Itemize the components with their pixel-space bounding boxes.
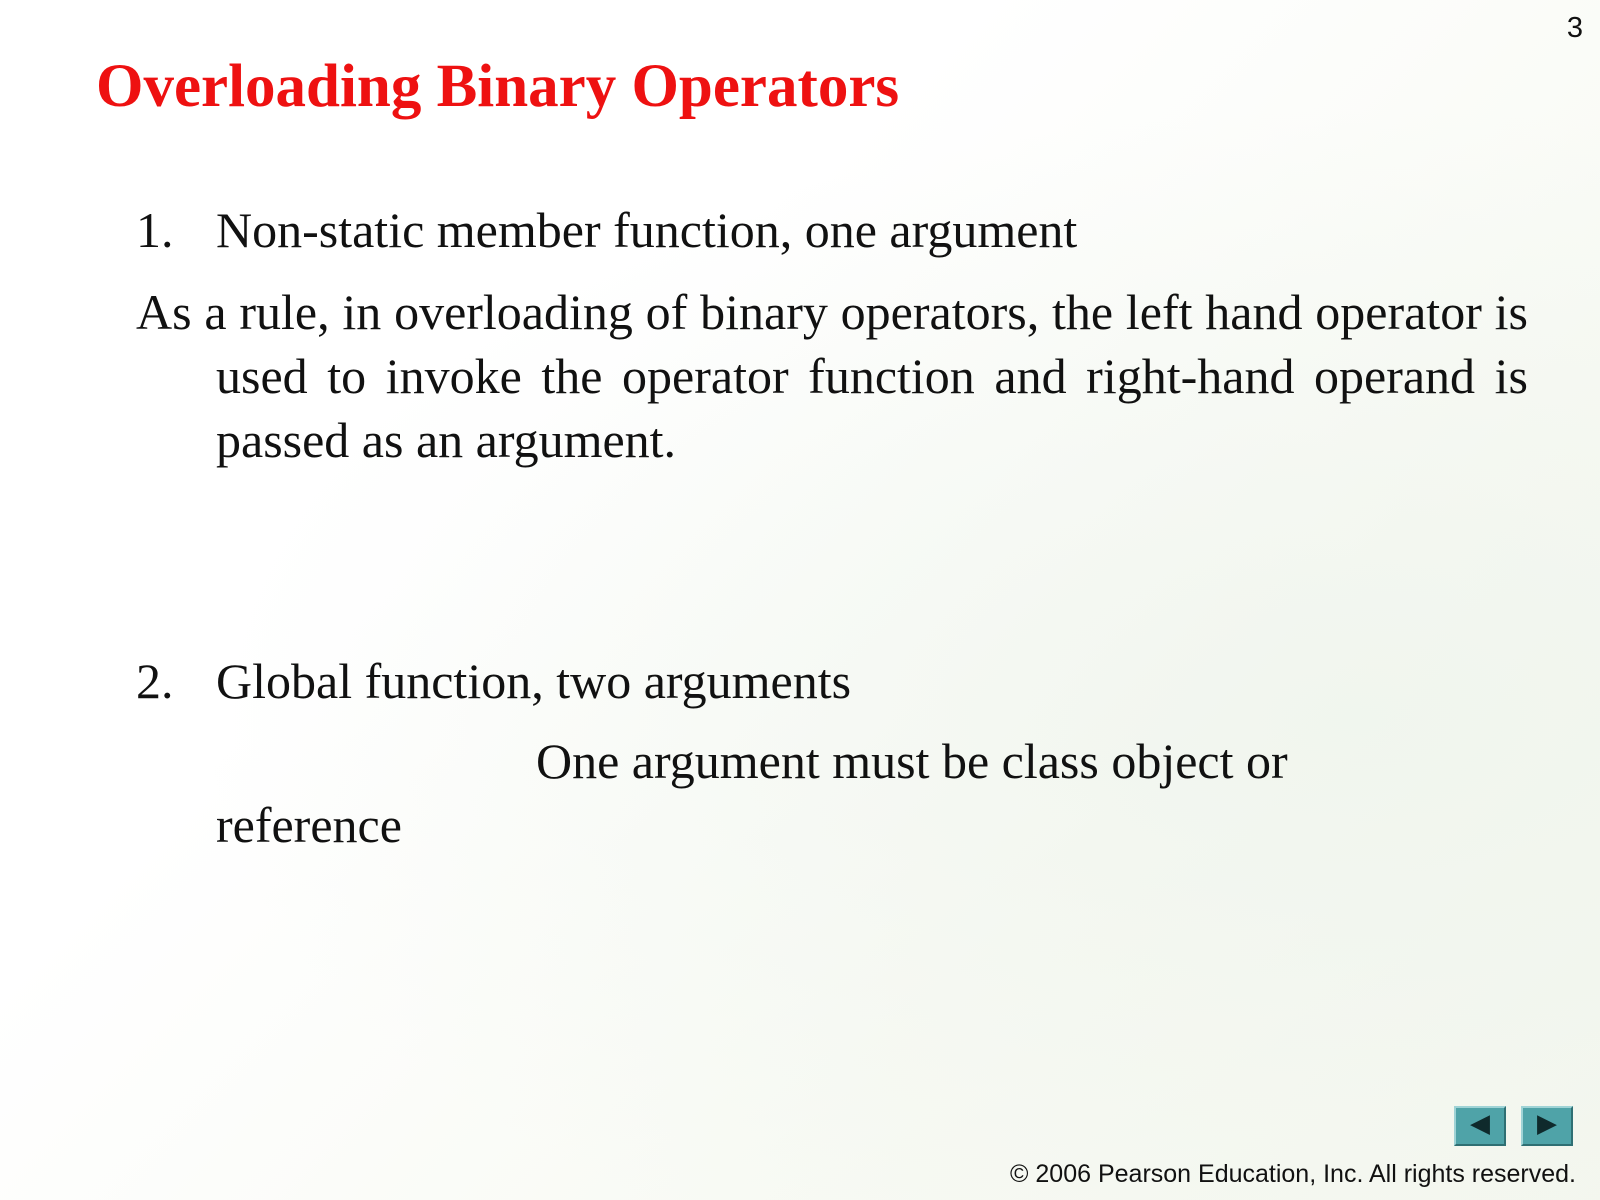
triangle-right-icon [1523, 1108, 1571, 1144]
list-item-2 [136, 651, 851, 711]
previous-slide-button[interactable] [1454, 1106, 1506, 1146]
slide-title: Overloading Binary Operators [96, 53, 900, 120]
list-item-number: 2. [136, 653, 174, 709]
list-item-text: Non-static member function, one argument [216, 202, 1078, 258]
rule-paragraph: As a rule, in overloading of binary operators, the left hand operator is used to invoke the operator function and right-hand operand is passed as an argument. [136, 284, 1528, 468]
triangle-left-icon [1456, 1108, 1504, 1144]
copyright-footer: © 2006 Pearson Education, Inc. All rights reserved. [1010, 1160, 1576, 1188]
list-item-number: 1. [136, 202, 174, 258]
next-slide-button[interactable] [1521, 1106, 1573, 1146]
sub-text-line-2: reference [216, 797, 402, 853]
sub-text-line-1: One argument must be class object or [536, 733, 1288, 789]
list-item-text: Global function, two arguments [216, 653, 852, 709]
slide-number: 3 [1566, 12, 1583, 44]
list-item-1 [136, 200, 1077, 260]
